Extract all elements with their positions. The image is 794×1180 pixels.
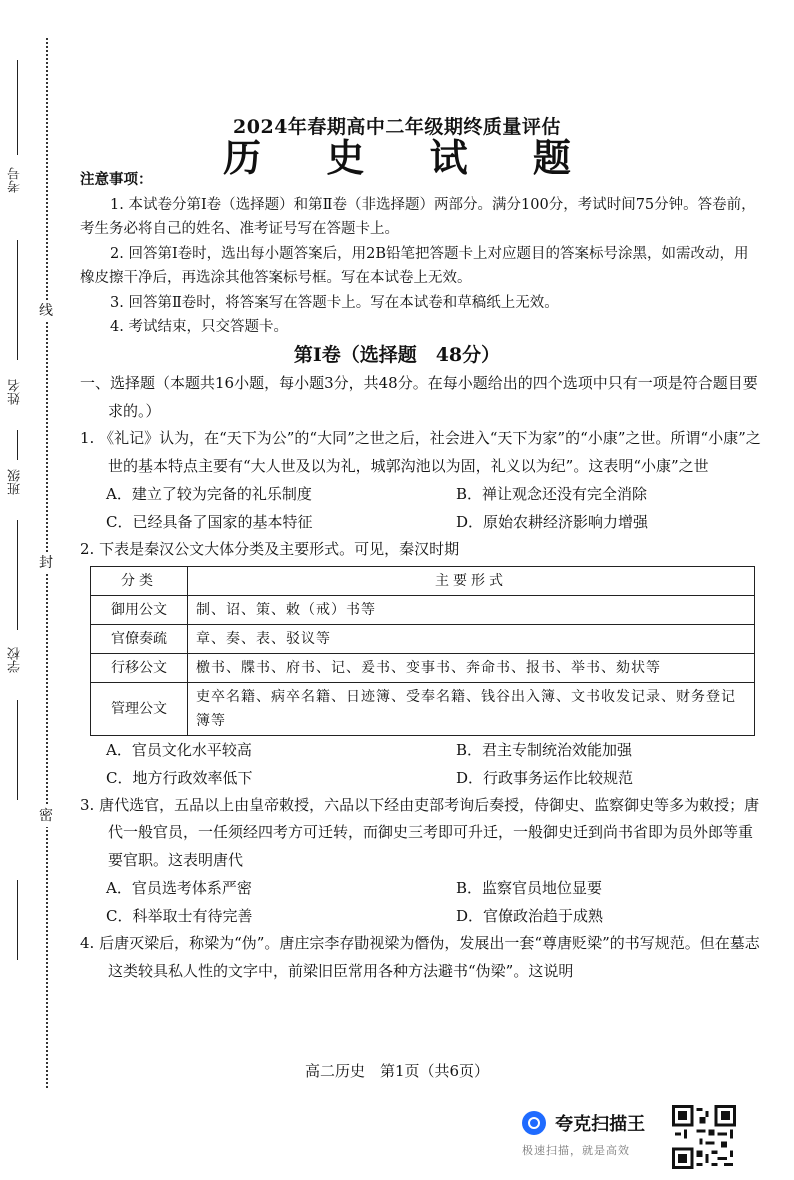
table-cell: 章、奏、表、驳议等: [188, 624, 755, 653]
option-d: D．原始农耕经济影响力增强: [456, 513, 649, 531]
table-cell: 吏卒名籍、病卒名籍、日迹簿、受奉名籍、钱谷出入簿、文书收发记录、财务登记簿等: [188, 682, 755, 735]
brand-slogan: 极速扫描，就是高效: [522, 1144, 630, 1157]
class-label: 班级: [8, 469, 23, 495]
table-row: [91, 624, 755, 653]
option-c: C．已经具备了国家的基本特征: [106, 513, 313, 531]
option-b: B．禅让观念还没有完全消除: [456, 485, 648, 503]
notice-block: [80, 168, 760, 340]
notice-item: 4. 考试结束，只交答题卡。: [110, 319, 288, 335]
table-header-category: 分类: [91, 566, 188, 595]
option-d: D．行政事务运作比较规范: [456, 768, 634, 787]
option-a: A．建立了较为完备的礼乐制度: [106, 485, 312, 503]
table-row: [91, 595, 755, 624]
table-header-forms: 主要形式: [188, 566, 755, 595]
binding-char-feng: 封: [35, 552, 57, 574]
option-a: A．官员选考体系严密: [106, 879, 252, 897]
option-d: D．官僚政治趋于成熟: [456, 907, 604, 925]
qr-code-icon: [672, 1105, 736, 1169]
name-label: 姓名: [8, 379, 23, 405]
scanner-watermark: [522, 1110, 672, 1158]
notice-item: 2. 回答第Ⅰ卷时，选出每小题答案后，用2B铅笔把答题卡上对应题目的答案标号涂黑，如需改动，用橡皮擦干净后，再选涂其他答案标号框。写在本试卷上无效。: [80, 245, 749, 286]
extra-line-2: [17, 880, 18, 960]
school-label: 学校: [8, 647, 23, 673]
question-3-stem: 3. 唐代选官，五品以上由皇帝敕授，六品以下经由吏部考询后奏授，侍御史、监察御史等多为敕授；唐代一般官员，一任须经四考方可迁转，而御史三考即可升迁，一般御史迁到尚书省即为员外郎等重要官职。这表明唐代: [80, 795, 760, 869]
exam-subtitle: 2024年春期高中二年级期终质量评估: [233, 116, 561, 138]
table-cell: 制、诏、策、敕（戒）书等: [188, 595, 755, 624]
question-4-stem: 4. 后唐灭梁后，称梁为“伪”。唐庄宗李存勖视梁为僭伪，发展出一套“尊唐贬梁”的书写规范。但在墓志这类较具私人性的文字中，前梁旧臣常用各种方法避书“伪梁”。这说明: [80, 934, 760, 980]
page-footer: 高二历史 第1页（共6页）: [304, 1062, 490, 1080]
option-b: B．君主专制统治效能加强: [456, 740, 633, 759]
document-types-table: [90, 566, 755, 736]
table-cell: 管理公文: [91, 682, 188, 735]
binding-char-mi: 密: [35, 805, 57, 827]
option-a: A．官员文化水平较高: [106, 740, 252, 759]
question-1-stem: 1. 《礼记》认为，在“天下为公”的“大同”之世之后，社会进入“天下为家”的“小康”之世。所谓“小康”之世的基本特点主要有“大人世及以为礼，城郭沟池以为固，礼义以为纪”。这表明“小康”之世: [80, 429, 761, 475]
questions-area: [80, 370, 766, 985]
binding-char-xian: 线: [35, 300, 57, 322]
exam-number-label: 考号: [8, 167, 23, 193]
extra-line: [17, 700, 18, 800]
table-cell: 御用公文: [91, 595, 188, 624]
quark-logo-icon: [522, 1111, 546, 1135]
table-cell: 官僚奏疏: [91, 624, 188, 653]
exam-title: 历 史 试 题: [223, 135, 597, 180]
school-line: [17, 520, 18, 630]
notice-item: 1. 本试卷分第Ⅰ卷（选择题）和第Ⅱ卷（非选择题）两部分。满分100分，考试时间75分钟。答卷前，考生务必将自己的姓名、准考证号写在答题卡上。: [80, 196, 756, 237]
section-instruction: 一、选择题（本题共16小题，每小题3分，共48分。在每小题给出的四个选项中只有一项是符合题目要求的。）: [80, 374, 758, 420]
section-title: 第Ⅰ卷（选择题 48分）: [293, 344, 501, 366]
table-cell: 行移公文: [91, 653, 188, 682]
table-row: [91, 653, 755, 682]
brand-name: 夸克扫描王: [555, 1114, 646, 1135]
option-b: B．监察官员地位显要: [456, 879, 603, 897]
question-1-options: [80, 480, 766, 536]
table-cell: 檄书、牒书、府书、记、爰书、变事书、奔命书、报书、举书、劾状等: [188, 653, 755, 682]
notice-title: 注意事项：: [80, 171, 153, 188]
option-c: C．地方行政效率低下: [106, 768, 253, 787]
option-c: C．科举取士有待完善: [106, 907, 253, 925]
table-row: [91, 682, 755, 735]
question-2-options: [80, 736, 766, 792]
notice-item: 3. 回答第Ⅱ卷时，将答案写在答题卡上。写在本试卷和草稿纸上无效。: [110, 294, 559, 311]
question-3-options: [80, 874, 766, 930]
class-line: [17, 430, 18, 460]
question-2-stem: 2. 下表是秦汉公文大体分类及主要形式。可见，秦汉时期: [80, 540, 460, 558]
